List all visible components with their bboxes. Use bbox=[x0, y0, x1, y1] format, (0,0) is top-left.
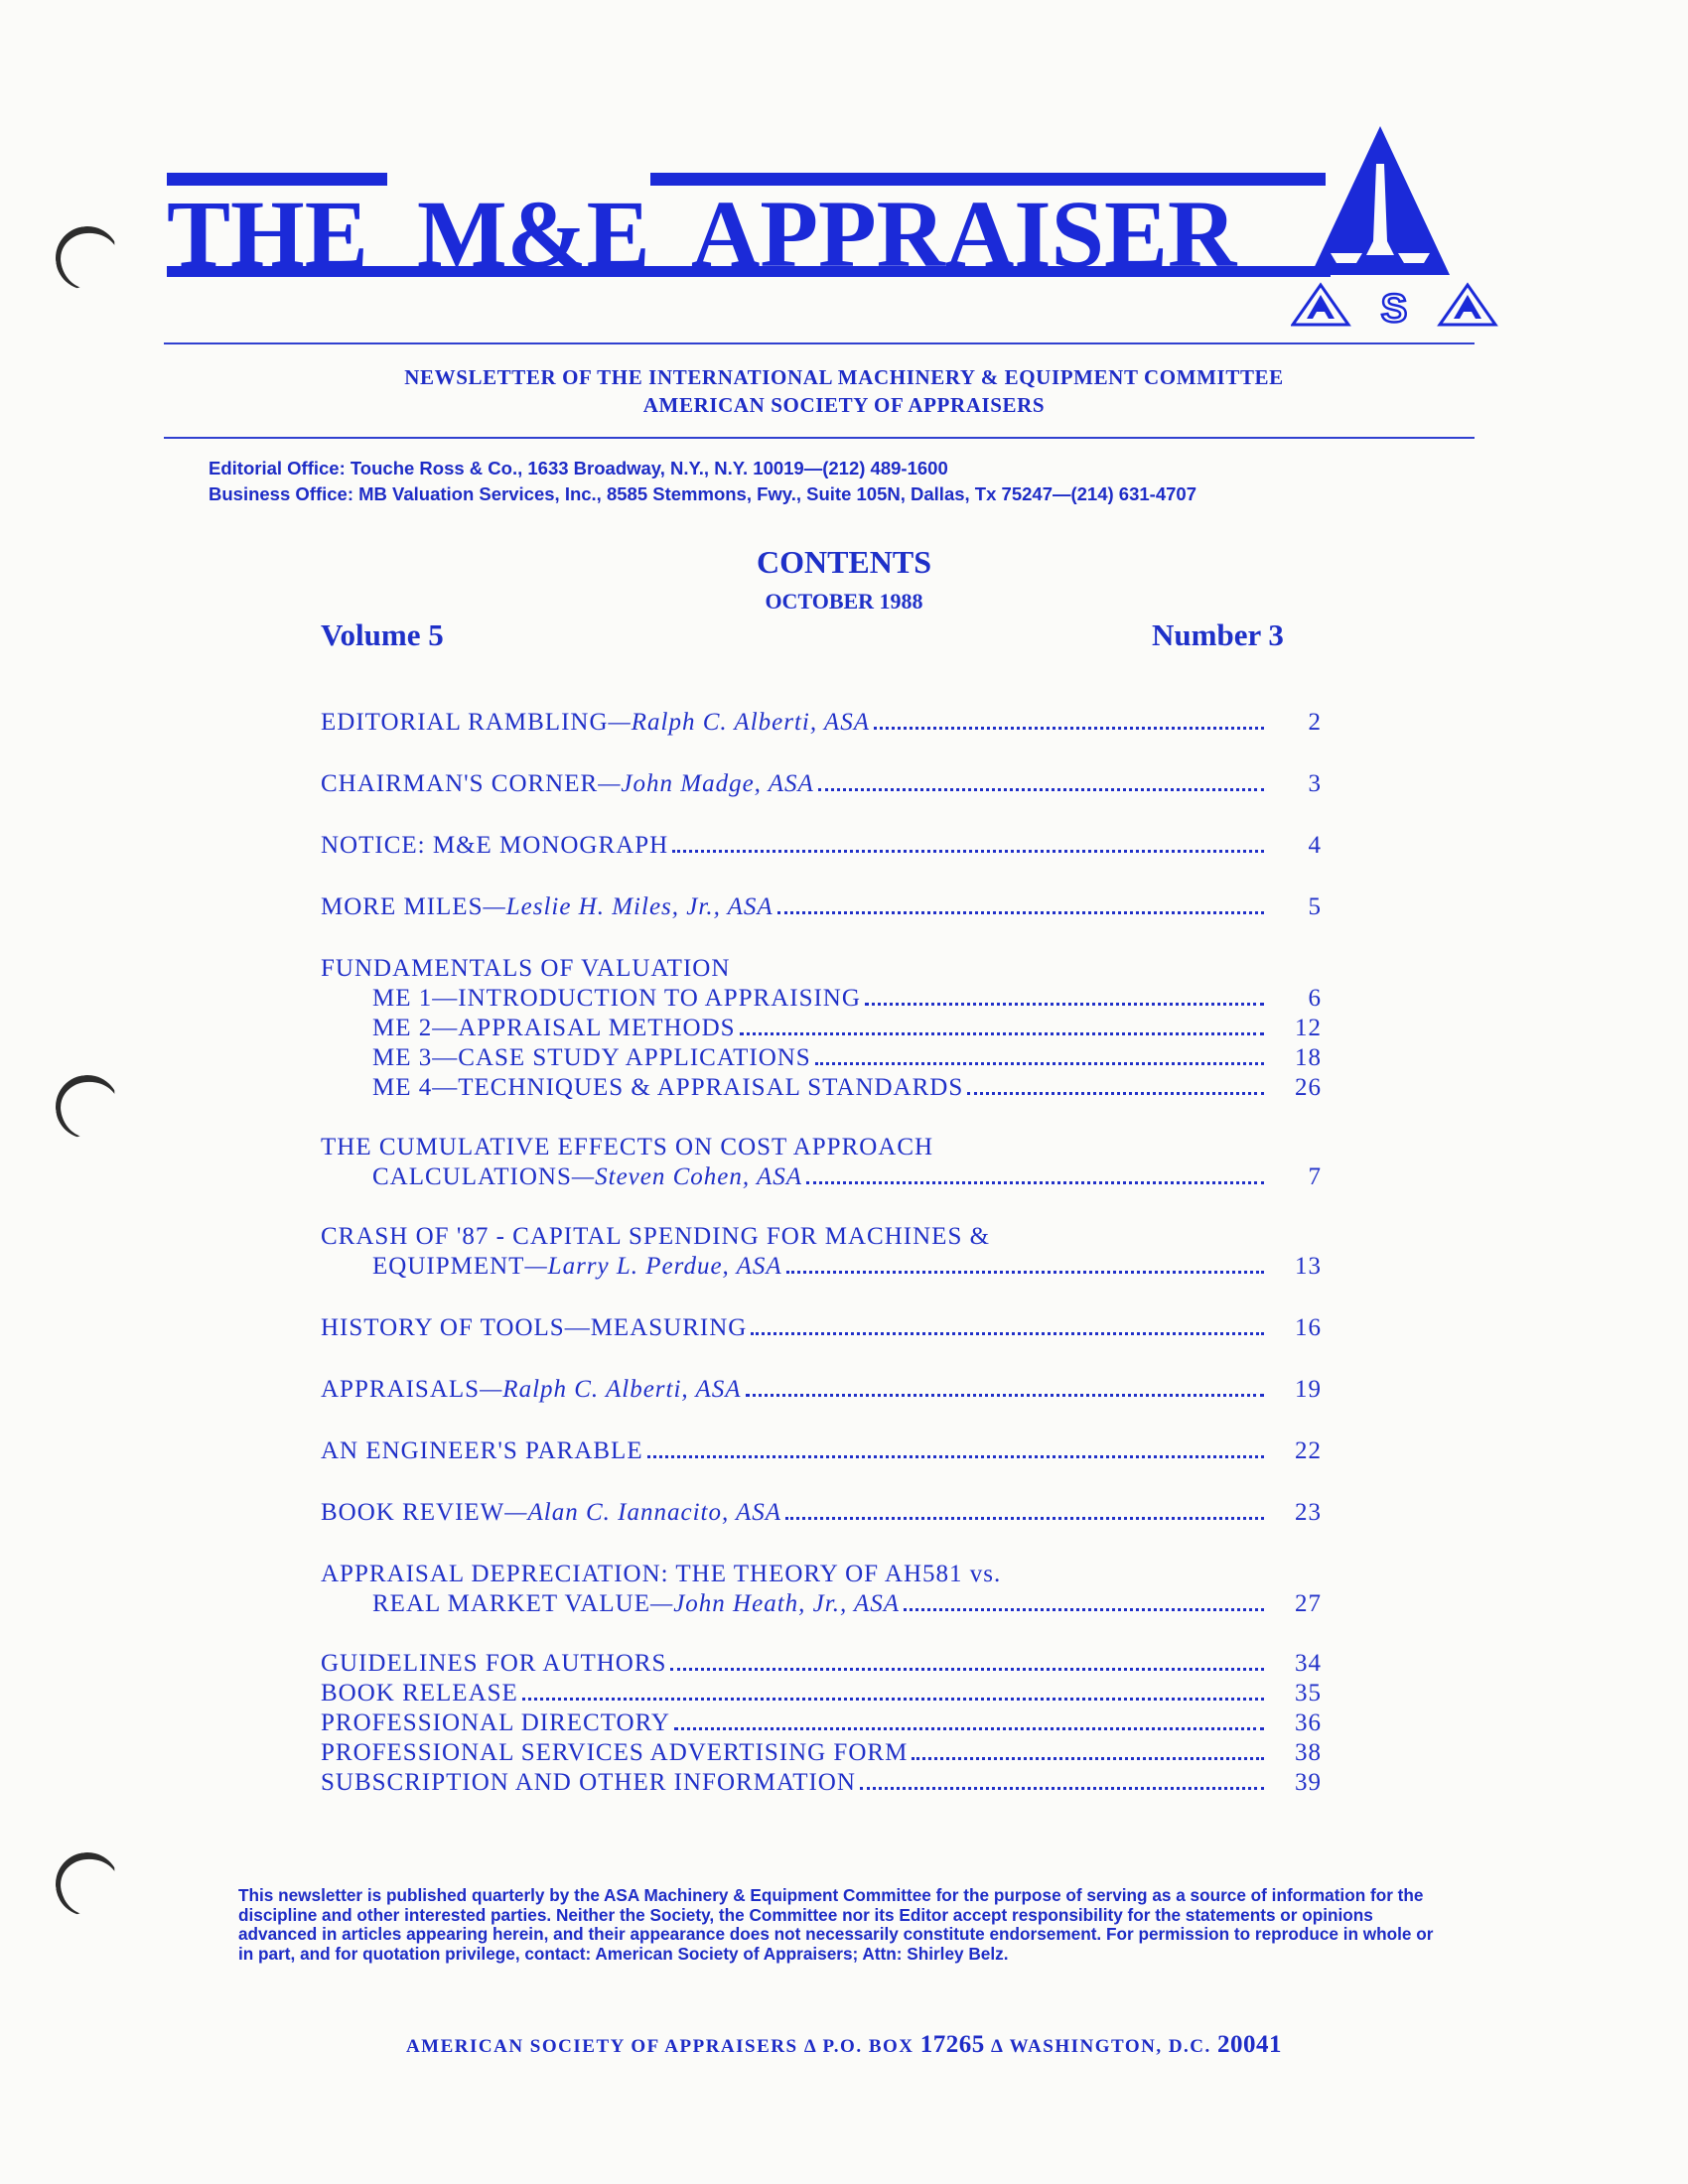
toc-title: SUBSCRIPTION AND OTHER INFORMATION bbox=[321, 1769, 856, 1796]
toc-page: 23 bbox=[1295, 1499, 1322, 1526]
toc-author: —John Madge, ASA bbox=[598, 770, 814, 797]
toc-title: BOOK RELEASE bbox=[321, 1680, 518, 1706]
toc-author: —Ralph C. Alberti, ASA bbox=[608, 709, 870, 736]
toc-title-line1: CRASH OF '87 - CAPITAL SPENDING FOR MACHINES & bbox=[321, 1223, 991, 1250]
toc-page: 34 bbox=[1295, 1650, 1322, 1677]
toc-title: PROFESSIONAL DIRECTORY bbox=[321, 1709, 670, 1736]
address-separator-icon: Δ bbox=[803, 2036, 817, 2057]
masthead-word-me: M&E bbox=[417, 181, 650, 287]
toc-author: —Ralph C. Alberti, ASA bbox=[480, 1376, 742, 1403]
toc-entry bbox=[321, 891, 1322, 923]
toc-author: —Alan C. Iannacito, ASA bbox=[504, 1499, 782, 1526]
editorial-office: Editorial Office: Touche Ross & Co., 1633 Broadway, N.Y., N.Y. 10019—(212) 489-1600 bbox=[209, 458, 948, 478]
toc-title: ME 1—INTRODUCTION TO APPRAISING bbox=[372, 985, 861, 1012]
address-org: AMERICAN SOCIETY OF APPRAISERS bbox=[405, 2036, 798, 2057]
toc-title: ME 4—TECHNIQUES & APPRAISAL STANDARDS bbox=[372, 1074, 964, 1101]
toc-entry bbox=[321, 1767, 1322, 1799]
toc-page: 22 bbox=[1295, 1437, 1322, 1464]
toc-title-line1: THE CUMULATIVE EFFECTS ON COST APPROACH bbox=[321, 1134, 934, 1160]
toc-entry bbox=[321, 1312, 1322, 1344]
toc-entry bbox=[321, 830, 1322, 862]
toc-page: 27 bbox=[1295, 1590, 1322, 1617]
toc-entry bbox=[321, 707, 1322, 739]
toc-title: CHAIRMAN'S CORNER—John Madge, ASA bbox=[321, 770, 814, 797]
toc-title: APPRAISALS—Ralph C. Alberti, ASA bbox=[321, 1376, 742, 1403]
toc-author: —John Heath, Jr., ASA bbox=[649, 1590, 901, 1617]
toc-author: —Leslie H. Miles, Jr., ASA bbox=[483, 893, 774, 920]
toc-page: 16 bbox=[1295, 1314, 1322, 1341]
address-zip: 20041 bbox=[1217, 2031, 1283, 2058]
volume-label: Volume 5 bbox=[321, 617, 444, 652]
publication-disclaimer: This newsletter is published quarterly by the ASA Machinery & Equipment Committee for the purpose of serving as a source of information for the discipline and other interested parties. Neither the Society, the Committee nor its Editor accept responsibility for the statements or opinions advanced in articles appearing herein, and their appearance does not necessarily constitute endorsement. For permission to reproduce in whole or in part, and for quotation privilege, contact: American Society of Appraisers; Attn: Shirley Belz. bbox=[238, 1885, 1434, 1964]
toc-page: 6 bbox=[1308, 985, 1322, 1012]
number-label: Number 3 bbox=[1152, 617, 1284, 652]
toc-entry bbox=[321, 1737, 1322, 1769]
toc-title: BOOK REVIEW—Alan C. Iannacito, ASA bbox=[321, 1499, 782, 1526]
toc-entry bbox=[321, 1042, 1322, 1074]
toc-section-heading: FUNDAMENTALS OF VALUATION bbox=[321, 955, 731, 982]
toc-page: 19 bbox=[1295, 1376, 1322, 1403]
toc-page: 36 bbox=[1295, 1709, 1322, 1736]
rule-top bbox=[164, 342, 1475, 344]
toc-page: 4 bbox=[1308, 832, 1322, 859]
toc-title: EDITORIAL RAMBLING—Ralph C. Alberti, ASA bbox=[321, 709, 870, 736]
masthead-word-appraiser: APPRAISER bbox=[691, 181, 1237, 287]
rule-bottom bbox=[164, 437, 1475, 439]
toc-page: 3 bbox=[1308, 770, 1322, 797]
toc-page: 35 bbox=[1295, 1680, 1322, 1706]
toc-title: CALCULATIONS—Steven Cohen, ASA bbox=[372, 1163, 802, 1190]
toc-page: 5 bbox=[1308, 893, 1322, 920]
toc-title: GUIDELINES FOR AUTHORS bbox=[321, 1650, 667, 1677]
masthead-word-the: THE bbox=[167, 181, 368, 287]
toc-entry bbox=[321, 768, 1322, 800]
address-separator-icon: Δ bbox=[991, 2036, 1004, 2057]
contents-heading: CONTENTS bbox=[756, 544, 932, 580]
toc-page: 13 bbox=[1295, 1253, 1322, 1280]
toc-page: 26 bbox=[1295, 1074, 1322, 1101]
toc-page: 39 bbox=[1295, 1769, 1322, 1796]
toc-page: 38 bbox=[1295, 1739, 1322, 1766]
toc-page: 18 bbox=[1295, 1044, 1322, 1071]
toc-entry bbox=[321, 1588, 1322, 1620]
punch-hole-bottom bbox=[52, 1848, 123, 1920]
logo-s-letter: S bbox=[1380, 287, 1408, 328]
asa-logo bbox=[1291, 124, 1499, 328]
business-office: Business Office: MB Valuation Services, Inc., 8585 Stemmons, Fwy., Suite 105N, Dallas, Tx 75247—(214) 631-4707 bbox=[209, 483, 1196, 504]
toc-page: 7 bbox=[1308, 1163, 1322, 1190]
toc-page: 12 bbox=[1295, 1015, 1322, 1041]
toc-title: NOTICE: M&E MONOGRAPH bbox=[321, 832, 669, 859]
toc-author: —Steven Cohen, ASA bbox=[571, 1163, 802, 1190]
address-box-number: 17265 bbox=[919, 2031, 985, 2058]
toc-title: HISTORY OF TOOLS—MEASURING bbox=[321, 1314, 748, 1341]
toc-page: 2 bbox=[1308, 709, 1322, 736]
toc-author: —Larry L. Perdue, ASA bbox=[524, 1253, 782, 1280]
toc-title: PROFESSIONAL SERVICES ADVERTISING FORM bbox=[321, 1739, 909, 1766]
toc-entry bbox=[321, 1072, 1322, 1104]
toc-entry bbox=[321, 1497, 1322, 1529]
newsletter-subtitle-line1: NEWSLETTER OF THE INTERNATIONAL MACHINERY & EQUIPMENT COMMITTEE bbox=[404, 365, 1284, 389]
issue-date: OCTOBER 1988 bbox=[765, 589, 923, 614]
toc-entry bbox=[321, 983, 1322, 1015]
toc-title: REAL MARKET VALUE—John Heath, Jr., ASA bbox=[372, 1590, 901, 1617]
punch-hole-top bbox=[52, 222, 123, 294]
toc-title: MORE MILES—Leslie H. Miles, Jr., ASA bbox=[321, 893, 774, 920]
toc-entry bbox=[321, 1013, 1322, 1044]
toc-entry bbox=[321, 1678, 1322, 1709]
toc-title: AN ENGINEER'S PARABLE bbox=[321, 1437, 643, 1464]
address-city: WASHINGTON, D.C. bbox=[1009, 2036, 1211, 2057]
address-box-label: P.O. BOX bbox=[822, 2036, 914, 2057]
society-address bbox=[0, 2031, 1688, 2059]
toc-title-line1: APPRAISAL DEPRECIATION: THE THEORY OF AH581 vs. bbox=[321, 1561, 1002, 1587]
toc-title: EQUIPMENT—Larry L. Perdue, ASA bbox=[372, 1253, 782, 1280]
masthead-title bbox=[167, 169, 1289, 288]
toc-title: ME 3—CASE STUDY APPLICATIONS bbox=[372, 1044, 811, 1071]
toc-entry bbox=[321, 1161, 1322, 1193]
toc-entry bbox=[321, 1374, 1322, 1406]
punch-hole-middle bbox=[52, 1071, 123, 1143]
toc-entry bbox=[321, 1435, 1322, 1467]
toc-entry bbox=[321, 1648, 1322, 1680]
toc-entry bbox=[321, 1251, 1322, 1283]
toc-entry bbox=[321, 1707, 1322, 1739]
toc-title: ME 2—APPRAISAL METHODS bbox=[372, 1015, 736, 1041]
newsletter-subtitle-line2: AMERICAN SOCIETY OF APPRAISERS bbox=[642, 393, 1046, 417]
